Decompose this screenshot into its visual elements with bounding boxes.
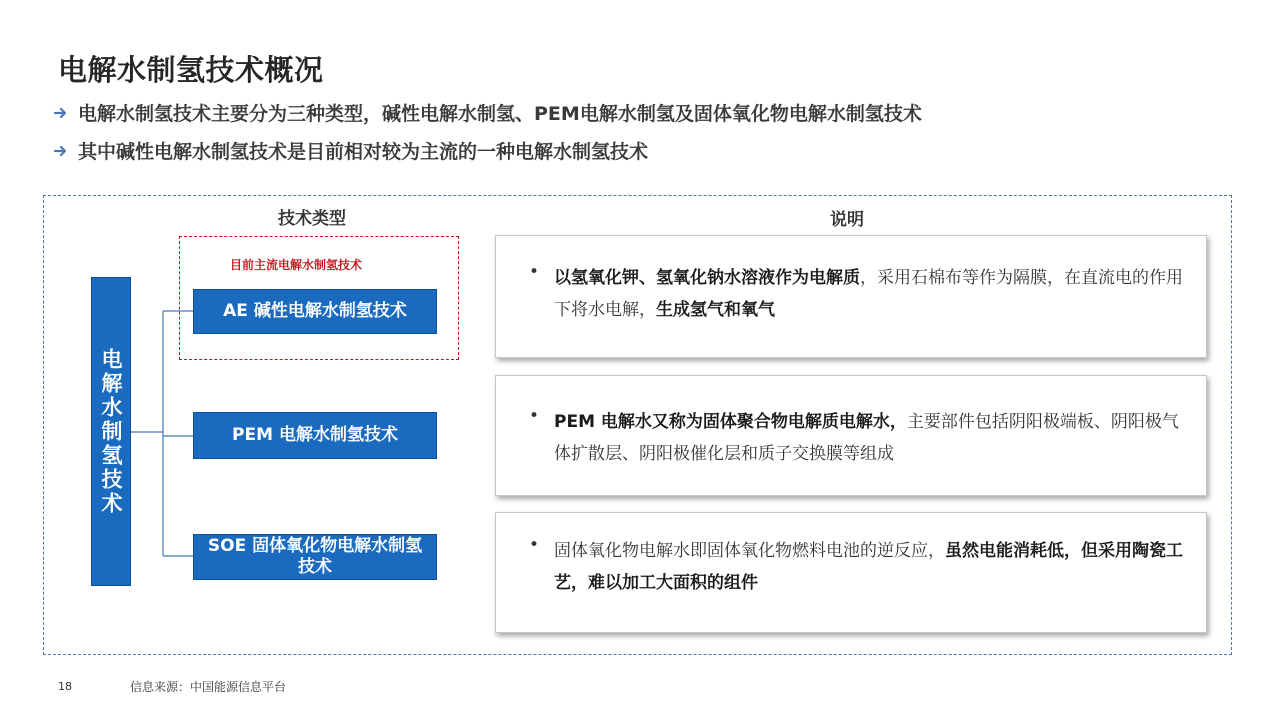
bullet-dot-icon: •	[529, 535, 540, 555]
card-text: PEM 电解水又称为固体聚合物电解质电解水，主要部件包括阴阳极端板、阴阳极气体扩散层、阴阳极催化层和质子交换膜等组成	[554, 412, 1179, 464]
page-title: 电解水制氢技术概况	[58, 53, 324, 87]
source-note: 信息来源：中国能源信息平台	[130, 680, 287, 694]
page-number: 18	[58, 680, 72, 693]
description-card-ae	[495, 235, 1207, 358]
bullet-dot-icon: •	[529, 406, 540, 426]
summary-text: 电解水制氢技术主要分为三种类型，碱性电解水制氢、PEM电解水制氢及固体氧化物电解水制氢技术	[78, 103, 922, 125]
card-text: 以氢氧化钾、氢氧化钠水溶液作为电解质，采用石棉布等作为隔膜，在直流电的作用下将水电解，生成氢气和氧气	[554, 268, 1183, 320]
column-header-description: 说明	[830, 210, 864, 230]
column-header-tech-type: 技术类型	[278, 209, 346, 229]
description-card-pem	[495, 375, 1207, 496]
tech-node-ae: AE 碱性电解水制氢技术	[193, 289, 437, 334]
root-node	[91, 277, 131, 586]
root-label: 电解水制氢技术	[99, 347, 123, 516]
tech-node-soe: SOE 固体氧化物电解水制氢技术	[193, 534, 437, 580]
highlight-label: 目前主流电解水制氢技术	[230, 258, 363, 272]
summary-text: 其中碱性电解水制氢技术是目前相对较为主流的一种电解水制氢技术	[78, 141, 649, 163]
tech-node-pem: PEM 电解水制氢技术	[193, 412, 437, 459]
card-text: 固体氧化物电解水即固体氧化物燃料电池的逆反应，虽然电能消耗低，但采用陶瓷工艺，难以加工大面积的组件	[554, 541, 1183, 593]
bullet-dot-icon: •	[529, 262, 540, 282]
description-card-soe	[495, 512, 1207, 633]
